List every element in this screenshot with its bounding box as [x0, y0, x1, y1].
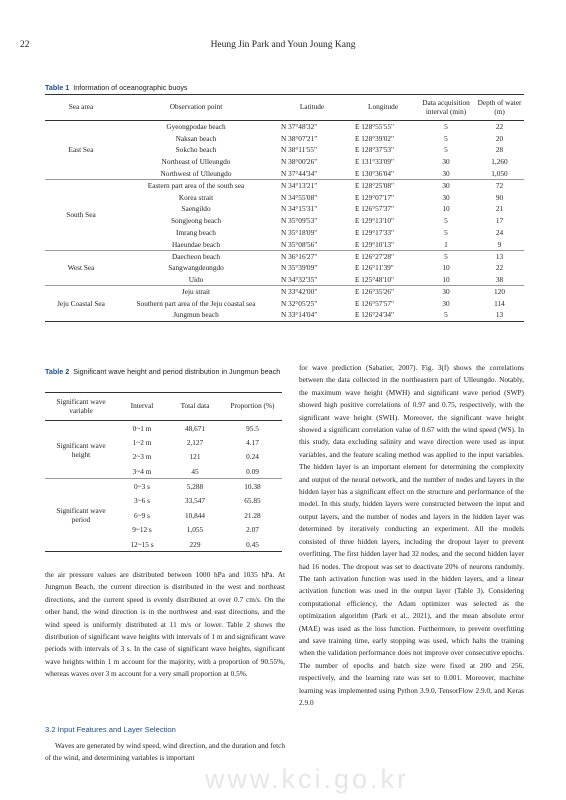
table-cell: 45 [191, 466, 199, 476]
table-cell: 5 [444, 145, 448, 155]
table-cell: E 128°39'02" [355, 133, 395, 143]
table-row [45, 227, 524, 239]
table-cell: 2,127 [186, 437, 204, 447]
table-cell: 48,671 [184, 423, 206, 433]
body-text-right: for wave prediction (Sabatier, 2007). Fig. 3(f) shows the correlations between the data collected in the northeastern part of Ulleungdo. Notably, the maximum wave height (MWH) and significant wave period (SWP) showed high positive correlations of 0.97 and 0.75, respectively, with the significant wave height (SWH). Moreover, the significant wave height showed a significant correlation value of 0.67 with the wind speed (WS). In this study, data excluding salinity and wave direction were used as input variables, and the feature scaling method was applied to the input variables. The hidden layer is an important element for determining the complexity and output of the neural network, and the number of nodes and layers in the hidden layer has a significant effect on the structure and performance of the model. In this study, hidden layers were constructed between the input and output layers, and the number of nodes and layers in the hidden layer was determined by iteratively conducting an experiment. All the models consisted of three hidden layers, including the dropout layer to prevent overfitting. The first hidden layer had 32 nodes, and the second hidden layer had 16 nodes. The dropout was set to deactivate 20% of neurons randomly. The tanh activation function was used in the hidden layers, and a linear activation function was used in the output layer (Table 3). Considering computational efficiency, the Adam optimizer was selected as the optimization algorithm (Park et al., 2021), and the mean absolute error (MAE) was used as the loss function. Furthermore, to prevent overfitting and save training time, early stopping was used, which halts the training when the validation performance does not improve over consecutive epochs. The number of epochs and batch size were fixed at 200 and 256, respectively, and the learning rate was set to 0.001. Moreover, machine learning was implemented using Python 3.9.0, TensorFlow 2.9.0, and Keras 2.9.0 [299, 363, 524, 707]
table-cell: E 126°24'34" [349, 309, 417, 321]
table-cell: 24 [495, 228, 504, 238]
table-cell: 21.28 [244, 510, 261, 520]
table-cell: 2.07 [246, 525, 259, 535]
table-cell: N 34°15'31" [281, 204, 318, 214]
table-cell: N 35°09'53" [281, 216, 318, 226]
table-cell: Korea strait [178, 192, 214, 202]
table-cell: E 126°11'39" [355, 263, 394, 273]
table-cell: 10 [442, 275, 450, 284]
table-cell: Uido [188, 275, 204, 284]
table-cell: 3~6 s [134, 496, 150, 506]
table-cell: 22 [495, 122, 504, 132]
table-row [45, 297, 524, 309]
table-row [45, 262, 524, 274]
table-cell: 5 [417, 309, 475, 321]
table-cell: 5 [444, 216, 448, 226]
table-cell: Songjeong beach [170, 216, 222, 226]
table-cell: 30 [442, 157, 450, 167]
table1 [45, 94, 524, 322]
table-row [45, 179, 524, 191]
table-row [45, 121, 524, 133]
table-cell: 17 [495, 216, 504, 226]
table2-body [45, 421, 282, 552]
section-heading: 3.2 Input Features and Layer Selection [45, 725, 176, 734]
table-cell: E 128°55'55" [355, 122, 395, 132]
table-row [45, 274, 524, 286]
table1-header-row [45, 95, 524, 121]
table-cell: E 128°37'53" [355, 145, 395, 155]
table-cell: N 33°14'04" [275, 309, 349, 321]
table-cell: 10.38 [223, 479, 282, 494]
table-row [45, 156, 524, 168]
table-row [45, 421, 282, 436]
table-cell: 1 [444, 239, 448, 249]
table1-sea-area-cell: Jeju Coastal Sea [45, 286, 117, 321]
table-cell: N 34°55'08" [281, 192, 318, 202]
table-cell: 0.09 [246, 466, 259, 476]
table-cell: 5,288 [167, 479, 223, 494]
table-cell: N 34°32'35" [281, 275, 318, 284]
table-cell: 22 [495, 263, 504, 273]
table-cell: 1,055 [186, 525, 204, 535]
table1-header-cell: Sea area [45, 95, 117, 121]
running-authors: Heung Jin Park and Youn Joung Kang [210, 40, 356, 50]
table-cell: 0~1 m [132, 423, 152, 433]
table-cell: 1,050 [491, 168, 508, 178]
table-cell: 30 [442, 298, 450, 308]
table-cell: 9 [497, 239, 502, 249]
table-cell: 3~4 m [132, 466, 152, 476]
table2-header-cell: Interval [117, 393, 167, 421]
table-cell: 10,844 [184, 510, 206, 520]
table-cell: N 38°11'55" [281, 145, 317, 155]
table-cell: E 131°33'09" [355, 157, 395, 167]
table-cell: 114 [494, 298, 505, 308]
table-cell: Saengildo [181, 204, 211, 214]
table-cell: E 129°17'33" [355, 228, 395, 238]
table-cell: Southern part area of the Jeju coastal sea [136, 298, 256, 308]
table1-header-cell: Longitude [349, 95, 417, 121]
table-cell: 12~15 s [117, 537, 167, 552]
table-cell: 33,547 [184, 496, 206, 506]
table2-variable-cell: Significant wave height [56, 440, 106, 459]
table-cell: N 38°07'21" [281, 133, 318, 143]
table-cell: E 129°10'13" [355, 239, 395, 249]
table-cell: 1,260 [491, 157, 508, 167]
table-cell: 120 [475, 286, 524, 298]
table-cell: 30 [417, 179, 475, 191]
table-cell: N 32°05'25" [281, 298, 318, 308]
table-cell: Daecheon beach [117, 250, 275, 262]
table-cell: E 126°57'37" [355, 204, 395, 214]
table-cell: 30 [442, 192, 450, 202]
page-number: 22 [20, 40, 30, 50]
table2-label: Table 2 [45, 367, 70, 376]
table-cell: 1~2 m [132, 437, 152, 447]
table2-header-cell: Significant wave variable [45, 393, 117, 421]
table-row [45, 132, 524, 144]
table1-header-cell: Depth of water (m) [475, 95, 524, 121]
table1-header-cell: Data acquisition interval (min) [417, 95, 475, 121]
table-cell: Imrang beach [176, 228, 216, 238]
table-cell: 38 [495, 275, 504, 284]
table1-sea-area-cell: South Sea [45, 179, 117, 250]
table1-title: Information of oceanographic buoys [73, 83, 188, 92]
table-cell: E 126°35'26" [349, 286, 417, 298]
table-cell: N 35°18'09" [281, 228, 318, 238]
table-row [45, 309, 524, 321]
table-cell: 30 [442, 168, 450, 178]
table-cell: 5 [417, 250, 475, 262]
table1-caption [45, 83, 188, 93]
table-cell: Sokcho beach [175, 145, 217, 155]
table-cell: E 125°48'10" [355, 275, 395, 284]
table-cell: 229 [167, 537, 223, 552]
table-cell: Naksan beach [175, 133, 217, 143]
table1-header-cell: Latitude [275, 95, 349, 121]
table-cell: Jeju strait [117, 286, 275, 298]
table2-caption [45, 367, 285, 377]
table-cell: 0.45 [223, 537, 282, 552]
table-cell: Sangwangdeungdo [168, 263, 224, 273]
table-row [45, 250, 524, 262]
table-cell: 10 [442, 204, 450, 214]
table-cell: N 37°44'34" [281, 168, 318, 178]
table-cell: 21 [495, 204, 504, 214]
table-cell: N 33°42'00" [275, 286, 349, 298]
table-cell: E 129°07'17" [355, 192, 395, 202]
table-cell: 65.85 [244, 496, 261, 506]
table-cell: N 38°00'26" [281, 157, 318, 167]
table-cell: Northwest of Ulleungdo [160, 168, 232, 178]
table1-header-cell: Observation point [117, 95, 275, 121]
table-cell: 4.17 [246, 437, 259, 447]
table2-header-row [45, 393, 282, 421]
section-body-text: Waves are generated by wind speed, wind direction, and the duration and fetch of the wind, and determining variables is important [45, 741, 285, 763]
table-cell: 13 [475, 309, 524, 321]
table-cell: 9~12 s [132, 525, 152, 535]
table-row [45, 168, 524, 180]
table2-header-cell: Total data [167, 393, 223, 421]
table-cell: 28 [495, 145, 504, 155]
table-cell: Gyeongpodae beach [166, 122, 226, 132]
table-cell: E 126°57'57" [355, 298, 395, 308]
table-cell: N 34°13'21" [275, 179, 349, 191]
table-cell: 6~9 s [134, 510, 150, 520]
table-cell: N 36°16'27" [275, 250, 349, 262]
table2-title: Significant wave height and period distribution in Jungmun beach [73, 367, 281, 376]
table-cell: 30 [417, 286, 475, 298]
table-cell: Eastern part area of the south sea [117, 179, 275, 191]
table2-header-cell: Proportion (%) [223, 393, 282, 421]
table-cell: 5 [444, 228, 448, 238]
table-cell: 20 [495, 133, 504, 143]
table-cell: 95.5 [246, 423, 259, 433]
table-cell: Haeundae beach [171, 239, 220, 249]
table-cell: N 35°39'09" [281, 263, 318, 273]
table1-label: Table 1 [45, 83, 70, 92]
table-cell: Northeast of Ulleungdo [161, 157, 231, 167]
table-cell: N 37°48'32" [281, 122, 318, 132]
table-cell: 121 [189, 452, 201, 462]
watermark: www.kci.go.kr [205, 764, 410, 794]
table-cell: 0~3 s [117, 479, 167, 494]
table-cell: E 129°13'10" [355, 216, 395, 226]
table-cell: N 35°08'56" [281, 239, 318, 249]
table-row [45, 238, 524, 250]
table1-sea-area-cell: West Sea [45, 250, 117, 285]
table-row [45, 479, 282, 494]
table-row [45, 144, 524, 156]
table-cell: 10 [442, 263, 450, 273]
table-cell: 0.24 [246, 452, 259, 462]
table-cell: 13 [475, 250, 524, 262]
table-row [45, 286, 524, 298]
table-cell: E 126°27'28" [349, 250, 417, 262]
table-row [45, 203, 524, 215]
table-cell: 72 [475, 179, 524, 191]
table-cell: E 130°36'04" [355, 168, 395, 178]
table1-body [45, 121, 524, 322]
table-cell: 90 [495, 192, 504, 202]
table1-sea-area-cell: East Sea [68, 145, 94, 155]
table2-variable-cell: Significant wave period [45, 479, 117, 552]
table-cell: 5 [444, 133, 448, 143]
table-cell: 2~3 m [132, 452, 152, 462]
table-cell: Jungmun beach [117, 309, 275, 321]
table-row [45, 215, 524, 227]
table-cell: 5 [444, 122, 448, 132]
table2 [45, 392, 282, 552]
table-row [45, 191, 524, 203]
table-cell: E 128°25'08" [349, 179, 417, 191]
body-text-left: the air pressure values are distributed between 1000 hPa and 1035 hPa. At Jungmun Beach, the current direction is distributed in the west and northeast directions, and the current speed is evenly distributed at over 0.7 cm/s. On the other hand, the wind direction is in the northwest and east directions, and the wind speed is uniformly distributed at 11 m/s or lower. Table 2 shows the distribution of significant wave heights with intervals of 1 m and significant wave periods with intervals of 3 s. In the case of significant wave heights, significant wave heights within 1 m account for the majority, with a proportion of 90.55%, whereas waves over 3 m account for a very small proportion at 0.5%. [45, 570, 285, 679]
